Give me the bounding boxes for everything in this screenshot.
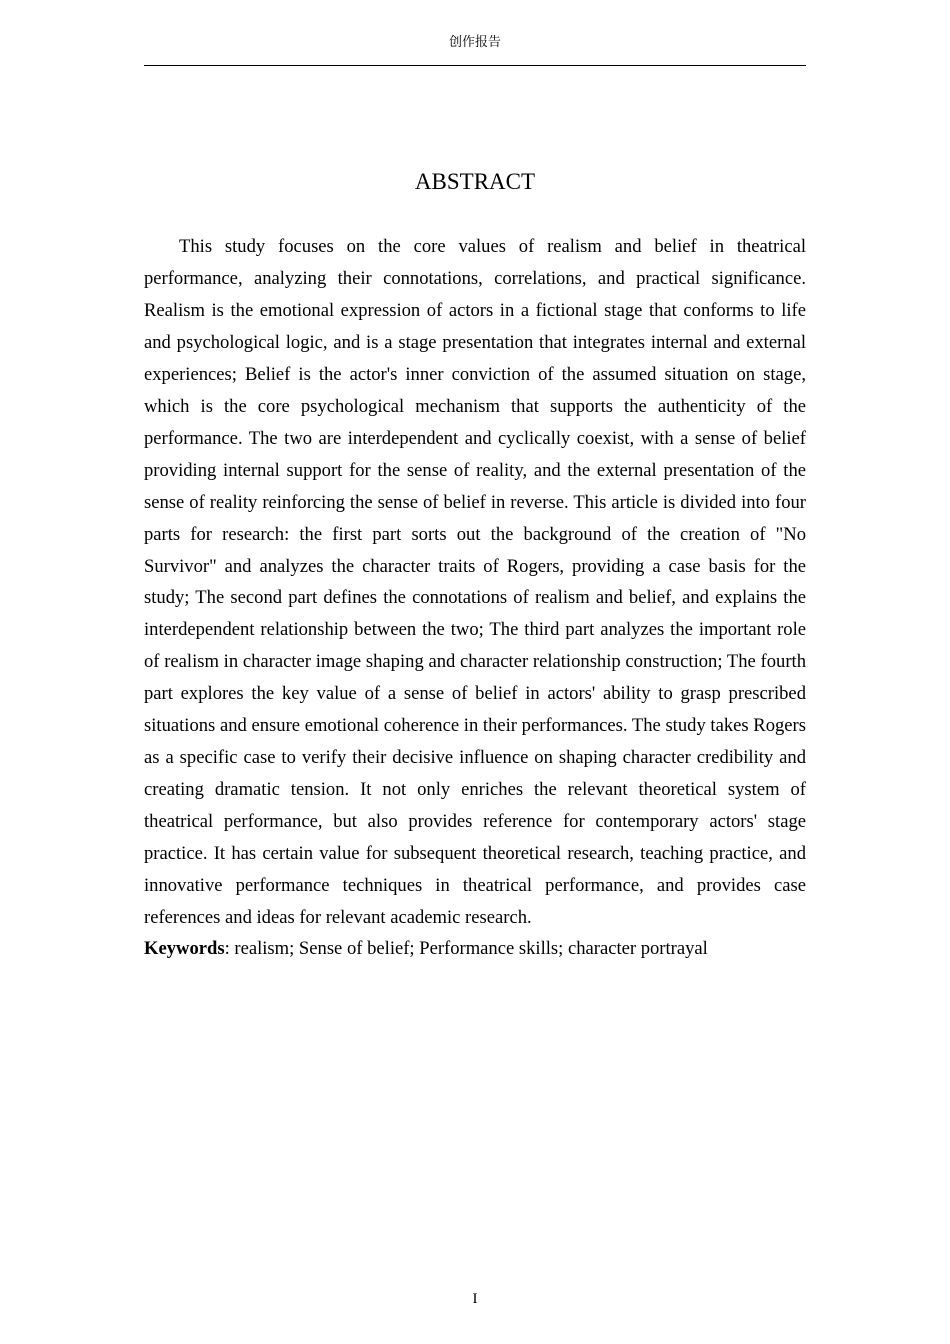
- abstract-paragraph: This study focuses on the core values of realism and belief in theatrical performance, analyzing their connotations, correlations, and practical significance. Realism is the emotional expression of actors in a fictional stage that conforms to life and psychological logic, and is a stage presentation that integrates internal and external experiences; Belief is the actor's inner conviction of the assumed situation on stage, which is the core psychological mechanism that supports the authenticity of the performance. The two are interdependent and cyclically coexist, with a sense of belief providing internal support for the sense of reality, and the external presentation of the sense of reality reinforcing the sense of belief in reverse. This article is divided into four parts for research: the first part sorts out the background of the creation of "No Survivor" and analyzes the character traits of Rogers, providing a case basis for the study; The second part defines the connotations of realism and belief, and explains the interdependent relationship between the two; The third part analyzes the important role of realism in character image shaping and character relationship construction; The fourth part explores the key value of a sense of belief in actors' ability to grasp prescribed situations and ensure emotional coherence in their performances. The study takes Rogers as a specific case to verify their decisive influence on shaping character credibility and creating dramatic tension. It not only enriches the relevant theoretical system of theatrical performance, but also provides reference for contemporary actors' stage practice. It has certain value for subsequent theoretical research, teaching practice, and innovative performance techniques in theatrical performance, and provides case references and ideas for relevant academic research.: [144, 236, 806, 929]
- running-header: 创作报告: [448, 35, 501, 50]
- abstract-heading: ABSTRACT: [414, 169, 536, 194]
- header-divider: [144, 65, 806, 66]
- keywords-text: : realism; Sense of belief; Performance skills; character portrayal: [224, 938, 708, 959]
- page-number: I: [472, 1291, 478, 1307]
- keywords-line: [144, 933, 806, 965]
- keywords-label: Keywords: [144, 938, 225, 959]
